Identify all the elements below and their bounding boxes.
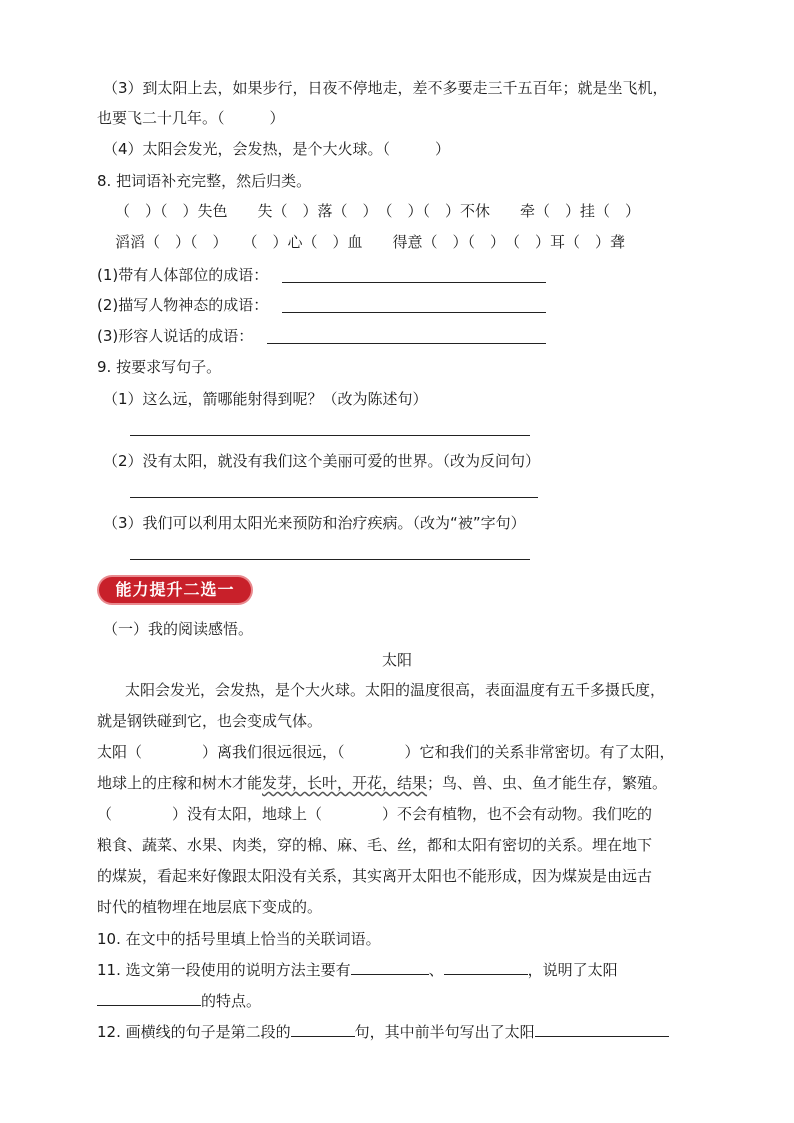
q12-part1: 12. 画横线的句子是第二段的 <box>97 1023 291 1041</box>
q11-blank1[interactable] <box>351 960 429 975</box>
q11-line2 <box>97 991 261 1011</box>
q8-cat3-label: (3)形容人说话的成语： <box>97 327 254 345</box>
p2-line2-rest: ；鸟、兽、虫、鱼才能生存，繁殖。 <box>427 774 668 792</box>
q12-part2: 句，其中前半句写出了太阳 <box>354 1023 535 1041</box>
q8-cat2-label: (2)描写人物神态的成语： <box>97 296 269 314</box>
passage-p2-line5: 的煤炭，看起来好像跟太阳没有关系，其实离开太阳也不能形成，因为煤炭是由远古 <box>97 867 653 885</box>
q8-row1: （ ）（ ）失色 失（ ）落（ ） （ ）（ ）不休 牵（ ）挂（ ） <box>115 202 641 220</box>
q9-s2: （2）没有太阳，就没有我们这个美丽可爱的世界。（改为反问句） <box>103 452 541 470</box>
q11-part1: 11. 选文第一段使用的说明方法主要有 <box>97 961 351 979</box>
passage-p2-line4: 粮食、蔬菜、水果、肉类，穿的棉、麻、毛、丝，都和太阳有密切的关系。埋在地下 <box>97 836 653 854</box>
q11-blank3[interactable] <box>97 991 201 1006</box>
q11-sep: 、 <box>428 961 444 979</box>
q8-cat3-blank[interactable] <box>267 343 546 344</box>
item3-line2: 也要飞二十几年。（ ） <box>97 109 285 127</box>
passage-p1-line2: 就是钢铁碰到它，也会变成气体。 <box>97 712 323 730</box>
q8-title: 8. 把词语补充完整，然后归类。 <box>97 172 312 190</box>
q8-cat2-blank[interactable] <box>282 312 546 313</box>
q9-s3-blank[interactable] <box>130 559 530 560</box>
passage-title: 太阳 <box>381 651 412 669</box>
passage-p1-line1: 太阳会发光，会发热，是个大火球。太阳的温度很高，表面温度有五千多摄氏度， <box>125 681 666 699</box>
q12-blank1[interactable] <box>291 1022 355 1037</box>
part-label: （一）我的阅读感悟。 <box>103 620 254 638</box>
q12-line <box>97 1022 669 1042</box>
q9-s1-blank[interactable] <box>130 435 530 436</box>
p2-line2-plain: 地球上的庄稼和树木才能 <box>97 774 263 792</box>
q10: 10. 在文中的括号里填上恰当的关联词语。 <box>97 930 381 948</box>
q8-cat1-label: (1)带有人体部位的成语： <box>97 266 269 284</box>
passage-p2-line6: 时代的植物埋在地层底下变成的。 <box>97 898 323 916</box>
q9-s3: （3）我们可以利用太阳光来预防和治疗疾病。（改为“被”字句） <box>103 514 526 532</box>
q12-blank2[interactable] <box>535 1022 669 1037</box>
p2-underlined-phrase: 发芽，长叶，开花，结果 <box>262 774 428 792</box>
q8-row2: 滔滔（ ）（ ） （ ）心（ ）血 得意（ ）（ ） （ ）耳（ ）聋 <box>115 233 626 251</box>
q11-part2: ，说明了太阳 <box>527 961 618 979</box>
q8-cat1-blank[interactable] <box>282 282 546 283</box>
passage-p2-line1: 太阳（ ）离我们很远很远，（ ）它和我们的关系非常密切。有了太阳， <box>97 743 675 761</box>
q9-title: 9. 按要求写句子。 <box>97 358 222 376</box>
q11-part3: 的特点。 <box>201 992 262 1010</box>
q11-line1 <box>97 960 618 980</box>
passage-p2-line3: （ ）没有太阳，地球上（ ）不会有植物，也不会有动物。我们吃的 <box>97 805 653 823</box>
item3-line1: （3）到太阳上去，如果步行，日夜不停地走，差不多要走三千五百年；就是坐飞机， <box>103 79 668 97</box>
q9-s2-blank[interactable] <box>130 497 538 498</box>
section-badge: 能力提升二选一 <box>99 577 251 603</box>
passage-p2-line2 <box>97 773 667 793</box>
item4: （4）太阳会发光，会发热，是个大火球。（ ） <box>103 140 451 158</box>
q11-blank2[interactable] <box>444 960 528 975</box>
q9-s1: （1）这么远，箭哪能射得到呢？（改为陈述句） <box>103 390 428 408</box>
